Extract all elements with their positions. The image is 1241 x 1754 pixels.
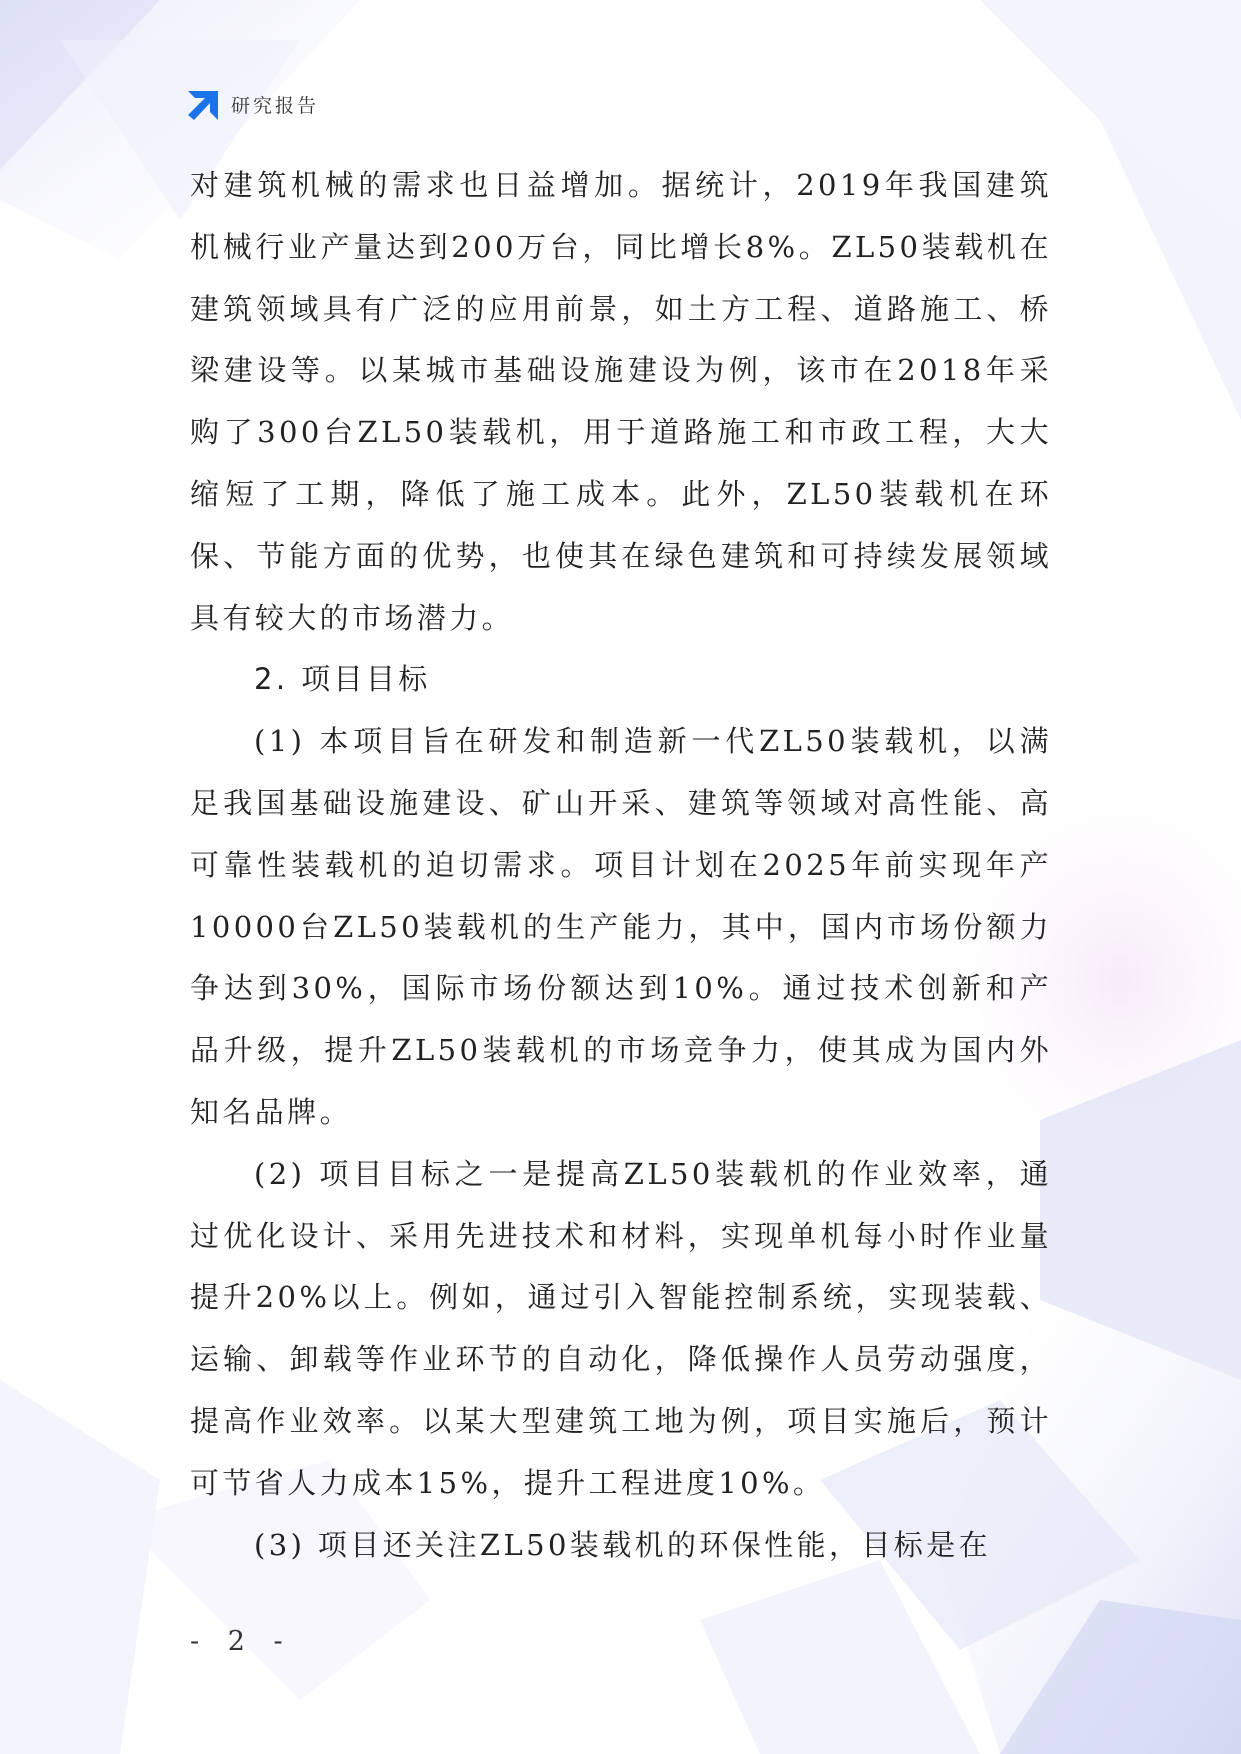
page-number: - 2 - xyxy=(190,1626,293,1657)
report-header xyxy=(188,88,319,120)
section-heading-project-goals: 2. 项目目标 xyxy=(254,662,431,697)
arrow-logo-icon xyxy=(188,88,221,120)
document-body xyxy=(190,155,1052,1576)
paragraph-goal-2: (2) 项目目标之一是提高ZL50装载机的作业效率，通过优化设计、采用先进技术和材料，实现单机每小时作业量提升20%以上。例如，通过引入智能控制系统，实现装载、运输、卸载等作业环节的自动化，降低操作人员劳动强度，提高作业效率。以某大型建筑工地为例，项目实施后，预计可节省人力成本15%，提升工程进度10%。 xyxy=(190,1156,1052,1500)
paragraph-goal-1: (1) 本项目旨在研发和制造新一代ZL50装载机，以满足我国基础设施建设、矿山开采、建筑等领域对高性能、高可靠性装载机的迫切需求。项目计划在2025年前实现年产10000台ZL50装载机的生产能力，其中，国内市场份额力争达到30%，国际市场份额达到10%。通过技术创新和产品升级，提升ZL50装载机的市场竞争力，使其成为国内外知名品牌。 xyxy=(190,724,1052,1129)
paragraph-goal-3: (3) 项目还关注ZL50装载机的环保性能，目标是在 xyxy=(254,1527,992,1562)
paragraph-market-demand: 对建筑机械的需求也日益增加。据统计，2019年我国建筑机械行业产量达到200万台，同比增长8%。ZL50装载机在建筑领域具有广泛的应用前景，如土方工程、道路施工、桥梁建设等。以某城市基础设施建设为例，该市在2018年采购了300台ZL50装载机，用于道路施工和市政工程，大大缩短了工期，降低了施工成本。此外，ZL50装载机在环保、节能方面的优势，也使其在绿色建筑和可持续发展领域具有较大的市场潜力。 xyxy=(190,168,1052,635)
header-label: 研究报告 xyxy=(231,94,320,117)
